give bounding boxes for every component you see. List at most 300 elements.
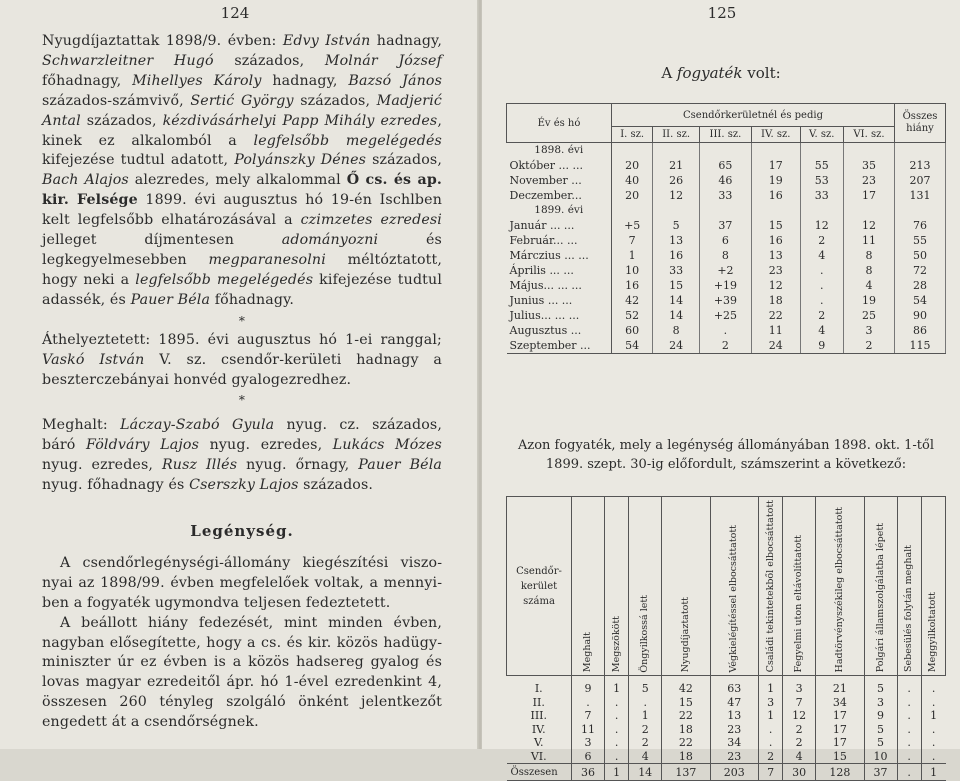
value-cell: 21 (816, 682, 864, 696)
value-cell: 65 (699, 158, 751, 173)
value-cell: 6 (572, 750, 605, 764)
value-cell: 9 (800, 338, 843, 354)
value-cell: . (800, 263, 843, 278)
column-label: Megszökött (610, 616, 622, 673)
text-run: Madjerić Antal (42, 92, 442, 129)
value-cell: 5 (629, 682, 662, 696)
value-cell: 19 (843, 293, 894, 308)
recruitment-paragraph: A csendőrlegénységi-állomány kiegészítési viszonyai az 1898/99. évben megfelelőek voltak, a mennyiben a fogyaték ugymondva teljesen fedeztetett. (42, 554, 442, 611)
value-cell: 47 (710, 696, 758, 710)
section-heading: Legénység. (190, 522, 294, 541)
value-cell: . (605, 736, 629, 750)
district-column-header: I. sz. (612, 127, 653, 143)
value-cell: 35 (843, 158, 894, 173)
separator-star: * (238, 393, 246, 408)
value-cell: 8 (843, 248, 894, 263)
value-cell: 3 (843, 323, 894, 338)
value-cell: . (800, 293, 843, 308)
separator-star: * (238, 313, 246, 328)
value-cell: 22 (662, 709, 710, 723)
text-run: Mihellyes Károly (132, 72, 262, 89)
column-label: Nyugdíjaztatott (679, 597, 691, 673)
district-column-header: II. sz. (653, 127, 700, 143)
corner-line: kerület (520, 580, 558, 592)
value-cell: 11 (572, 723, 605, 737)
total-cell: 115 (895, 338, 946, 354)
text-run: százados, (366, 152, 442, 169)
loss-column-header (572, 497, 605, 676)
district-column-header: V. sz. (800, 127, 843, 143)
total-cell: 76 (895, 218, 946, 233)
left-page (0, 0, 478, 749)
month-label: Junius ... ... (507, 293, 612, 308)
value-cell: 10 (864, 750, 897, 764)
value-cell: . (897, 723, 921, 737)
district-label: IV. (531, 722, 546, 736)
table-row (507, 158, 946, 173)
value-cell: 5 (864, 723, 897, 737)
table-row (507, 323, 946, 338)
text-run: hadnagy, (370, 33, 442, 49)
table-row (507, 308, 946, 323)
value-cell: 16 (612, 278, 653, 293)
value-cell: 52 (612, 308, 653, 323)
value-cell: 3 (572, 736, 605, 750)
value-cell: 2 (783, 736, 816, 750)
total-row (507, 764, 946, 781)
total-cell: 90 (895, 308, 946, 323)
page-number-left: 124 (220, 4, 250, 22)
value-cell: 23 (751, 263, 800, 278)
value-cell: 1 (612, 248, 653, 263)
column-label: Meggyilkoltatott (927, 592, 939, 673)
shortage-table (506, 103, 946, 354)
column-label: Polgári államszolgálatba lépett (874, 523, 886, 673)
total-cell: . (897, 764, 921, 781)
month-label: Szeptember ... (507, 338, 612, 354)
value-cell: 4 (629, 750, 662, 764)
loss-column-header (662, 497, 710, 676)
value-cell: 16 (653, 248, 700, 263)
table-row (507, 696, 946, 710)
value-cell: 3 (864, 696, 897, 710)
value-cell: 15 (816, 750, 864, 764)
value-cell: 60 (612, 323, 653, 338)
value-cell: . (921, 750, 945, 764)
table-row (507, 736, 946, 750)
district-label: II. (532, 695, 545, 709)
value-cell: 1 (758, 709, 782, 723)
text-run: , kinek ez alkalomból a (42, 112, 442, 149)
total-cell: 131 (895, 188, 946, 203)
value-cell: 1 (921, 709, 945, 723)
value-cell: 16 (751, 188, 800, 203)
left-text-block (42, 32, 442, 733)
text-run: Pauer Béla (130, 291, 211, 308)
total-cell: 50 (895, 248, 946, 263)
value-cell: 17 (816, 736, 864, 750)
value-cell: 42 (612, 293, 653, 308)
value-cell: 34 (816, 696, 864, 710)
table-row (507, 293, 946, 308)
text-run: Meghalt: (42, 417, 121, 434)
value-cell: 22 (751, 308, 800, 323)
value-cell: . (921, 723, 945, 737)
value-cell: 7 (572, 709, 605, 723)
text-run: adományozni (281, 232, 379, 249)
value-cell: 37 (699, 218, 751, 233)
loss-column-header (605, 497, 629, 676)
table-row (507, 709, 946, 723)
table-row (507, 338, 946, 354)
value-cell: 14 (653, 293, 700, 308)
table-row (507, 682, 946, 696)
value-cell: 13 (751, 248, 800, 263)
table-row (507, 750, 946, 764)
value-cell: 8 (699, 248, 751, 263)
value-cell: 8 (653, 323, 700, 338)
value-cell: 19 (751, 173, 800, 188)
value-cell: 5 (864, 682, 897, 696)
text-run: Cserszky Lajos (189, 477, 299, 494)
value-cell: 54 (612, 338, 653, 354)
text-run: ezredes (374, 112, 438, 129)
value-cell: 10 (612, 263, 653, 278)
value-cell: . (758, 736, 782, 750)
caption: Azon fogyaték, mely a legénység állományában 1898. okt. 1-től 1899. szept. 30-ig előfordult, számszerint a következő: (517, 438, 935, 472)
month-label: Október ... ... (507, 158, 612, 173)
total-cell: 86 (895, 323, 946, 338)
value-cell: 11 (843, 233, 894, 248)
value-cell: . (921, 696, 945, 710)
value-cell: 13 (710, 709, 758, 723)
text-run: Edvy István (282, 33, 371, 49)
table-row (507, 248, 946, 263)
value-cell: 26 (653, 173, 700, 188)
total-cell: 1 (605, 764, 629, 781)
column-label: Családi tekintetekből elbocsáttatott (764, 500, 776, 673)
text-run: kézdivásárhelyi Papp Mihály (162, 112, 375, 129)
loss-column-header (783, 497, 816, 676)
month-label: Márczius ... ... (507, 248, 612, 263)
district-label: V. (533, 736, 544, 750)
value-cell: 25 (843, 308, 894, 323)
value-cell: 4 (843, 278, 894, 293)
value-cell: 2 (843, 338, 894, 354)
table-title: A fogyaték volt: (661, 64, 781, 82)
deceased-paragraph (42, 416, 442, 496)
month-label: Május... ... ... (507, 278, 612, 293)
value-cell: 3 (783, 682, 816, 696)
total-cell: 28 (895, 278, 946, 293)
total-cell: 37 (864, 764, 897, 781)
column-label: Végkielégítéssel elbocsáttatott (728, 524, 740, 673)
value-cell: . (921, 736, 945, 750)
text-run: százados-számvivő, (42, 92, 191, 109)
value-cell: 17 (816, 723, 864, 737)
value-cell: 15 (662, 696, 710, 710)
total-cell: 36 (572, 764, 605, 781)
value-cell: . (897, 709, 921, 723)
value-cell: 17 (816, 709, 864, 723)
text-run: Sertić György (190, 92, 294, 109)
text-run: kifejezése tudtul adassék, és (42, 271, 443, 308)
value-cell: 33 (800, 188, 843, 203)
text-run: Ő cs. és ap. kir. Felsége (42, 172, 443, 209)
value-cell: . (699, 323, 751, 338)
right-page (482, 0, 960, 779)
text-run: legfelsőbb megelégedés (253, 132, 442, 149)
total-cell: 30 (783, 764, 816, 781)
value-cell: 17 (843, 188, 894, 203)
value-cell: 20 (612, 188, 653, 203)
value-cell: 24 (653, 338, 700, 354)
loss-column-header (897, 497, 921, 676)
value-cell: . (758, 723, 782, 737)
value-cell: 7 (612, 233, 653, 248)
text-run: Nyugdíjaztattak 1898/9. évben: (42, 33, 283, 49)
text-run: főhadnagy, (42, 72, 133, 89)
loss-column-header (921, 497, 945, 676)
table-row (507, 263, 946, 278)
value-cell: 12 (800, 218, 843, 233)
value-cell: 1 (758, 682, 782, 696)
total-cell: 207 (895, 173, 946, 188)
value-cell: 40 (612, 173, 653, 188)
value-cell: 20 (612, 158, 653, 173)
text-run: főhadnagy. (210, 291, 295, 308)
transfer-paragraph (42, 331, 442, 391)
value-cell: 11 (751, 323, 800, 338)
corner-line: Csendőr- (516, 565, 562, 577)
value-cell: 63 (710, 682, 758, 696)
text-run: Bazsó János (348, 72, 442, 89)
total-cell: 54 (895, 293, 946, 308)
text-run: legfelsőbb megelégedés (135, 271, 314, 288)
value-cell: 16 (751, 233, 800, 248)
text-run: V. sz. csendőr-kerületi hadnagy a beszterczebányai honvéd gyalogezredhez. (42, 351, 443, 388)
value-cell: 4 (783, 750, 816, 764)
table-row (507, 188, 946, 203)
value-cell: 55 (800, 158, 843, 173)
column-label: Öngyilkossá lett (639, 594, 651, 673)
value-cell: 24 (751, 338, 800, 354)
value-cell: 34 (710, 736, 758, 750)
district-corner-header (507, 497, 572, 676)
column-label: Meghalt (582, 632, 593, 673)
text-run: Schwarzleitner Hugó (42, 52, 214, 69)
value-cell: 2 (783, 723, 816, 737)
value-cell: 18 (751, 293, 800, 308)
value-cell: +39 (699, 293, 751, 308)
total-cell: 72 (895, 263, 946, 278)
month-label: Augusztus ... (507, 323, 612, 338)
table-row (507, 173, 946, 188)
value-cell: 3 (758, 696, 782, 710)
value-cell: 23 (710, 723, 758, 737)
value-cell: 5 (653, 218, 700, 233)
text-run: méltóztatott, hogy neki a (42, 251, 442, 288)
value-cell: 6 (699, 233, 751, 248)
text-run: és legkegyelmesebben (42, 232, 442, 268)
year-label: 1898. évi (507, 143, 612, 159)
value-cell: 9 (572, 682, 605, 696)
text-run: nyug. főhadnagy és (42, 477, 190, 494)
total-cell: 14 (629, 764, 662, 781)
text-run: Földváry Lajos (85, 437, 200, 454)
value-cell: 14 (653, 308, 700, 323)
month-label: Február... ... (507, 233, 612, 248)
text-run: százados, (80, 112, 163, 129)
loss-column-header (864, 497, 897, 676)
shortage-paragraph: A beállott hiány fedezését, mint minden évben, nagyban elősegítette, hogy a cs. és kir. közös hadügyminiszter úr ez évben is a közös hadsereg gyalog és lovas magyar ezredeitől ápr. hó 1-ével ezredenkint 4, összesen 260 tényleg szolgáló önként jelentkezőt engedett át a csendőrségnek. (42, 614, 442, 731)
value-cell: 4 (800, 248, 843, 263)
text-run: Láczay-Szabó Gyula (120, 417, 275, 434)
month-label: Julius... ... ... (507, 308, 612, 323)
text-run: Polyánszky Dénes (234, 152, 367, 169)
district-column-header: IV. sz. (751, 127, 800, 143)
text-run: kifejezése tudtul adatott, (42, 152, 235, 169)
corner-line: száma (523, 595, 555, 607)
total-cell: 137 (662, 764, 710, 781)
loss-column-header (816, 497, 864, 676)
value-cell: . (605, 723, 629, 737)
district-label: III. (530, 709, 548, 723)
value-cell: 33 (699, 188, 751, 203)
value-cell: +5 (612, 218, 653, 233)
value-cell: 2 (758, 750, 782, 764)
district-column-header: VI. sz. (843, 127, 894, 143)
total-cell: 55 (895, 233, 946, 248)
text-run: százados, (293, 92, 377, 109)
text-run: százados. (298, 477, 374, 494)
month-label: Április ... ... (507, 263, 612, 278)
loss-column-header (710, 497, 758, 676)
value-cell: +2 (699, 263, 751, 278)
value-cell: 1 (629, 709, 662, 723)
text-run: nyug. cz. százados, báró (42, 417, 442, 454)
district-label: VI. (530, 749, 547, 763)
text-run: megparanesolni (208, 251, 326, 268)
text-run: százados, (213, 52, 325, 69)
total-cell: 1 (921, 764, 945, 781)
page-number-right: 125 (707, 4, 737, 22)
loss-table (506, 496, 946, 781)
value-cell: . (605, 709, 629, 723)
value-cell: 4 (800, 323, 843, 338)
text-run: czimzetes ezredesi (300, 212, 442, 229)
value-cell: 46 (699, 173, 751, 188)
value-cell: 7 (783, 696, 816, 710)
total-header: Összes hiány (895, 104, 946, 143)
value-cell: 42 (662, 682, 710, 696)
value-cell: 15 (653, 278, 700, 293)
value-cell: 15 (751, 218, 800, 233)
value-cell: . (921, 682, 945, 696)
value-cell: 12 (653, 188, 700, 203)
district-label: I. (534, 682, 543, 696)
text-run: 1899. évi augusztus hó 19-én Ischlben kelt legfelsőbb elhatározásával a (42, 192, 442, 229)
district-column-header: III. sz. (699, 127, 751, 143)
text-run: Pauer Béla (358, 457, 442, 474)
value-cell: . (897, 696, 921, 710)
month-label: Deczember... (507, 188, 612, 203)
value-cell: 17 (751, 158, 800, 173)
group-header: Csendőrkerületnél és pedig (612, 104, 895, 127)
value-cell: 12 (751, 278, 800, 293)
value-cell: 22 (662, 736, 710, 750)
text-run: Vaskó István (42, 351, 145, 368)
text-run: hadnagy, (261, 72, 349, 89)
value-cell: . (897, 750, 921, 764)
text-run: nyug. ezredes, (42, 457, 162, 474)
value-cell: . (800, 278, 843, 293)
corner-header: Év és hó (507, 104, 612, 143)
value-cell: 12 (843, 218, 894, 233)
value-cell: +25 (699, 308, 751, 323)
text-run: nyug. ezredes, (199, 437, 333, 454)
table-row (507, 233, 946, 248)
value-cell: 2 (800, 233, 843, 248)
text-run: nyug. őrnagy, (237, 457, 359, 474)
text-run: Áthelyeztetett: 1895. évi augusztus hó 1-ei ranggal; (42, 331, 442, 348)
month-label: Január ... ... (507, 218, 612, 233)
value-cell: 8 (843, 263, 894, 278)
loss-column-header (629, 497, 662, 676)
value-cell: . (897, 736, 921, 750)
total-cell: 128 (816, 764, 864, 781)
value-cell: . (605, 696, 629, 710)
total-cell: 203 (710, 764, 758, 781)
loss-column-header (758, 497, 782, 676)
value-cell: 23 (710, 750, 758, 764)
value-cell: 23 (843, 173, 894, 188)
year-label: 1899. évi (507, 203, 612, 218)
text-run: Rusz Illés (161, 457, 238, 474)
table-row (507, 723, 946, 737)
table-row (507, 218, 946, 233)
total-cell: 7 (758, 764, 782, 781)
value-cell: . (572, 696, 605, 710)
value-cell: 12 (783, 709, 816, 723)
text-run: Molnár József (324, 52, 442, 69)
value-cell: 9 (864, 709, 897, 723)
value-cell: 13 (653, 233, 700, 248)
table-row (507, 278, 946, 293)
value-cell: 33 (653, 263, 700, 278)
value-cell: 2 (629, 723, 662, 737)
column-label: Hadtörvényszékileg elbocsáttatott (833, 506, 845, 673)
value-cell: . (605, 750, 629, 764)
total-label: Összesen (507, 764, 572, 781)
retirement-paragraph (42, 32, 442, 311)
column-label: Fegyelmi uton eltávolíttatott (793, 534, 805, 673)
month-label: November ... (507, 173, 612, 188)
text-run: jelleget díjmentesen (42, 232, 282, 249)
value-cell: 2 (629, 736, 662, 750)
value-cell: +19 (699, 278, 751, 293)
value-cell: 18 (662, 723, 710, 737)
value-cell: 21 (653, 158, 700, 173)
value-cell: 18 (662, 750, 710, 764)
text-run: Bach Alajos (42, 172, 129, 189)
value-cell: . (629, 696, 662, 710)
column-label: Sebesülés folytán meghalt (903, 545, 915, 673)
value-cell: 53 (800, 173, 843, 188)
value-cell: . (897, 682, 921, 696)
text-run: alezredes, mely alkalommal (128, 172, 347, 189)
value-cell: 2 (800, 308, 843, 323)
